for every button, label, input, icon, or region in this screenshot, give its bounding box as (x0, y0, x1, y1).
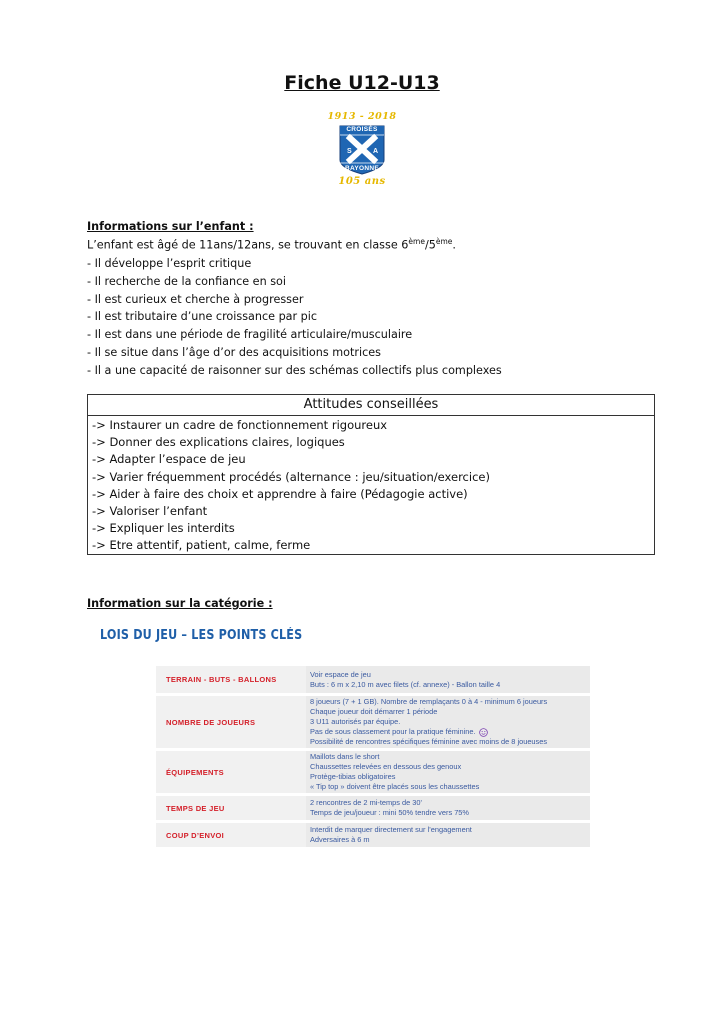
attitudes-title: Attitudes conseillées (88, 395, 654, 416)
table-row (156, 823, 590, 847)
row-line: 3 U11 autorisés par équipe. (310, 717, 401, 726)
logo-years-top: 1913 - 2018 (327, 111, 397, 122)
logo-letter-s: S (347, 148, 352, 155)
attitudes-list (88, 416, 654, 555)
logo-word-bottom: BAYONNE (344, 165, 379, 172)
list-item: - Il a une capacité de raisonner sur des schémas collectifs plus complexes (87, 363, 502, 377)
list-item: -> Etre attentif, patient, calme, ferme (92, 538, 311, 553)
list-item: -> Varier fréquemment procédés (alternance : jeu/situation/exercice) (92, 469, 490, 484)
intro-text-start: L’enfant est âgé de 11ans/12ans, se trouvant en classe 6 (87, 238, 409, 252)
row-line: Temps de jeu/joueur : mini 50% tendre vers 75% (310, 808, 469, 817)
list-item: - Il est dans une période de fragilité articulaire/musculaire (87, 328, 413, 342)
club-logo (325, 110, 399, 192)
list-item: -> Expliquer les interdits (92, 521, 235, 536)
intro-text-end: . (452, 238, 456, 252)
logo-letter-a: A (373, 148, 379, 155)
table-row (156, 751, 590, 793)
attitudes-box (87, 394, 655, 555)
row-value (306, 823, 590, 847)
row-line: Chaque joueur doit démarrer 1 période (310, 707, 438, 716)
row-value (306, 751, 590, 793)
child-traits-list (87, 255, 502, 380)
child-info-intro (87, 237, 456, 252)
row-line: Pas de sous classement pour la pratique féminine. (310, 727, 476, 736)
laws-table (156, 666, 590, 847)
row-label: TEMPS DE JEU (156, 796, 306, 820)
list-item: -> Instaurer un cadre de fonctionnement rigoureux (92, 418, 388, 432)
intro-sup-1: ème (408, 237, 425, 246)
row-value (306, 696, 590, 748)
row-line: Possibilité de rencontres spécifiques féminine avec moins de 8 joueuses (310, 737, 548, 746)
table-row (156, 666, 590, 693)
list-item: - Il se situe dans l’âge d’or des acquisitions motrices (87, 345, 381, 359)
list-item: - Il développe l’esprit critique (87, 257, 252, 270)
intro-sup-2: ème (435, 237, 453, 246)
row-label: TERRAIN - BUTS - BALLONS (156, 666, 306, 693)
row-line: 2 rencontres de 2 mi-temps de 30' (310, 798, 422, 807)
row-line: Protège-tibias obligatoires (310, 772, 396, 781)
page-title: Fiche U12-U13 (284, 72, 440, 94)
row-label: NOMBRE DE JOUEURS (156, 696, 306, 748)
row-line: Interdit de marquer directement sur l’engagement (310, 825, 472, 834)
list-item: - Il est curieux et cherche à progresser (87, 292, 304, 306)
row-line: Adversaires à 6 m (310, 835, 370, 844)
logo-years-bottom: 105 ans (338, 176, 386, 187)
intro-text-mid: /5 (424, 238, 436, 252)
row-line: « Tip top » doivent être placés sous les chaussettes (310, 782, 480, 791)
list-item: - Il est tributaire d’une croissance par pic (87, 310, 318, 324)
row-line: Buts : 6 m x 2,10 m avec filets (cf. annexe) - Ballon taille 4 (310, 679, 501, 689)
child-info-heading: Informations sur l’enfant : (87, 220, 254, 233)
list-item: -> Donner des explications claires, logiques (92, 435, 345, 450)
list-item: -> Aider à faire des choix et apprendre à faire (Pédagogie active) (92, 486, 468, 501)
row-value (306, 666, 590, 693)
row-label: ÉQUIPEMENTS (156, 751, 306, 793)
row-line: Voir espace de jeu (310, 669, 371, 679)
row-label: COUP D’ENVOI (156, 823, 306, 847)
row-line: Maillots dans le short (310, 752, 380, 761)
smiley-icon (479, 728, 488, 737)
row-value (306, 796, 590, 820)
table-row (156, 696, 590, 748)
row-line: 8 joueurs (7 + 1 GB). Nombre de remplaçants 0 à 4 - minimum 6 joueurs (310, 697, 548, 706)
laws-title: LOIS DU JEU – LES POINTS CLÉS (100, 628, 303, 643)
category-heading: Information sur la catégorie : (87, 597, 273, 610)
list-item: -> Adapter l’espace de jeu (92, 452, 246, 467)
list-item: -> Valoriser l’enfant (92, 503, 208, 518)
row-line: Chaussettes relevées en dessous des genoux (310, 762, 462, 771)
row-line-with-smiley (310, 727, 590, 737)
table-row (156, 796, 590, 820)
logo-word-top: CROISÉS (346, 126, 378, 133)
list-item: - Il recherche de la confiance en soi (87, 274, 286, 288)
